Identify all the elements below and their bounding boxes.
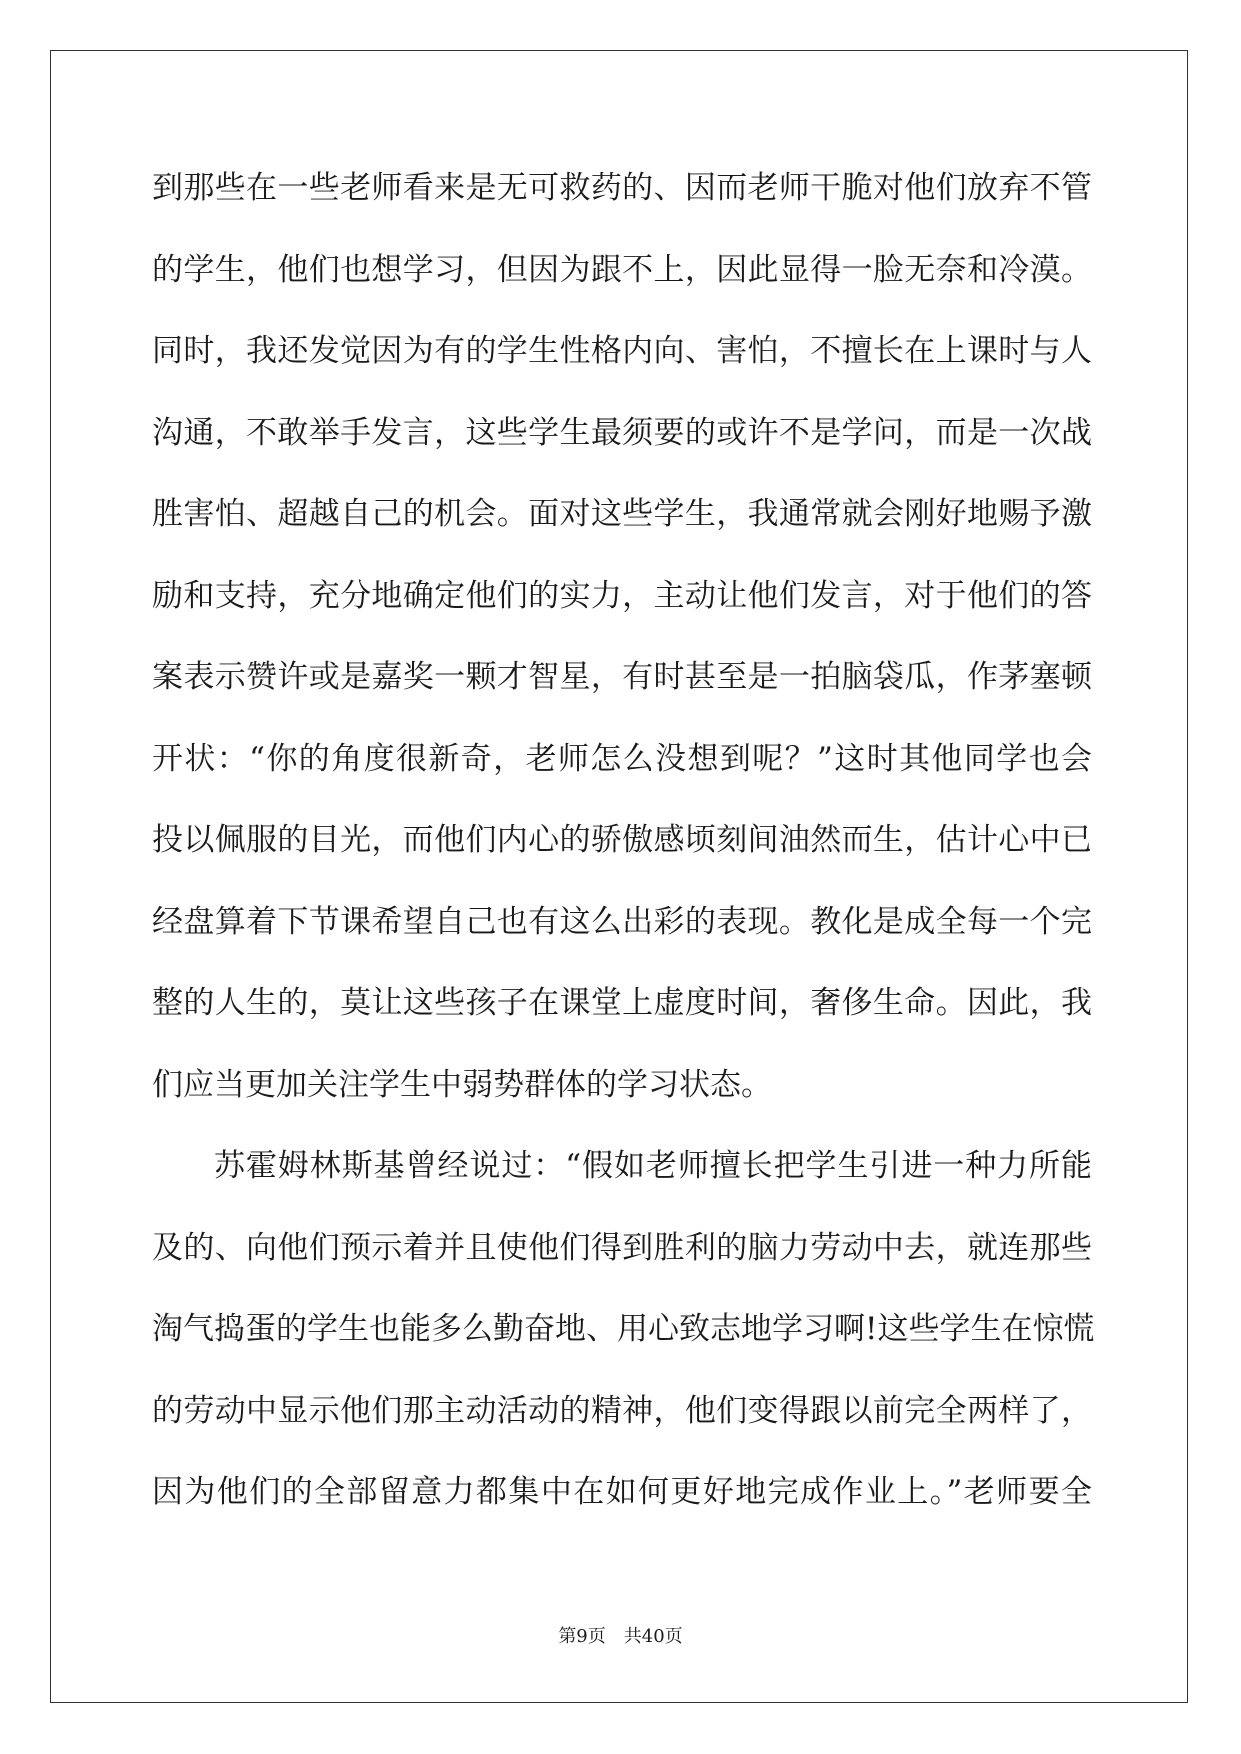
text-line: 淘气捣蛋的学生也能多么勤奋地、用心致志地学习啊!这些学生在惊慌 xyxy=(152,1311,1095,1347)
document-body xyxy=(152,160,1095,1546)
text-line: 及的、向他们预示着并且使他们得到胜利的脑力劳动中去，就连那些 xyxy=(152,1229,1092,1266)
text-line: 案表示赞许或是嘉奖一颗才智星，有时甚至是一拍脑袋瓜，作茅塞顿 xyxy=(152,659,1092,695)
text-line: 的劳动中显示他们那主动活动的精神，他们变得跟以前完全两样了， xyxy=(152,1392,1092,1429)
text-line: 胜害怕、超越自己的机会。面对这些学生，我通常就会刚好地赐予激 xyxy=(152,496,1092,532)
text-line: 投以佩服的目光，而他们内心的骄傲感顷刻间油然而生，估计心中已 xyxy=(152,822,1092,858)
paragraph-2 xyxy=(152,1138,1095,1546)
text-line: 沟通，不敢举手发言，这些学生最须要的或许不是学问，而是一次战 xyxy=(152,414,1092,451)
text-line: 到那些在一些老师看来是无可救药的、因而老师干脆对他们放弃不管 xyxy=(152,170,1092,206)
text-line: 开状：“你的角度很新奇，老师怎么没想到呢？”这时其他同学也会 xyxy=(152,740,1092,777)
paragraph-1 xyxy=(152,160,1092,1138)
text-line: 的学生，他们也想学习，但因为跟不上，因此显得一脸无奈和冷漠。 xyxy=(152,251,1092,288)
text-line: 同时，我还发觉因为有的学生性格内向、害怕，不擅长在上课时与人 xyxy=(152,333,1092,369)
text-line: 苏霍姆林斯基曾经说过：“假如老师擅长把学生引进一种力所能 xyxy=(214,1148,1092,1184)
page-number: 第9页 xyxy=(558,1626,606,1647)
text-line: 励和支持，充分地确定他们的实力，主动让他们发言，对于他们的答 xyxy=(152,577,1092,614)
text-line: 整的人生的，莫让这些孩子在课堂上虚度时间，奢侈生命。因此，我 xyxy=(152,985,1092,1021)
text-line: 们应当更加关注学生中弱势群体的学习状态。 xyxy=(152,1066,772,1103)
page-footer xyxy=(0,1622,1241,1648)
text-line: 因为他们的全部留意力都集中在如何更好地完成作业上。”老师要全 xyxy=(152,1474,1092,1510)
page-total: 共40页 xyxy=(623,1626,683,1647)
text-line: 经盘算着下节课希望自己也有这么出彩的表现。教化是成全每一个完 xyxy=(152,903,1092,940)
